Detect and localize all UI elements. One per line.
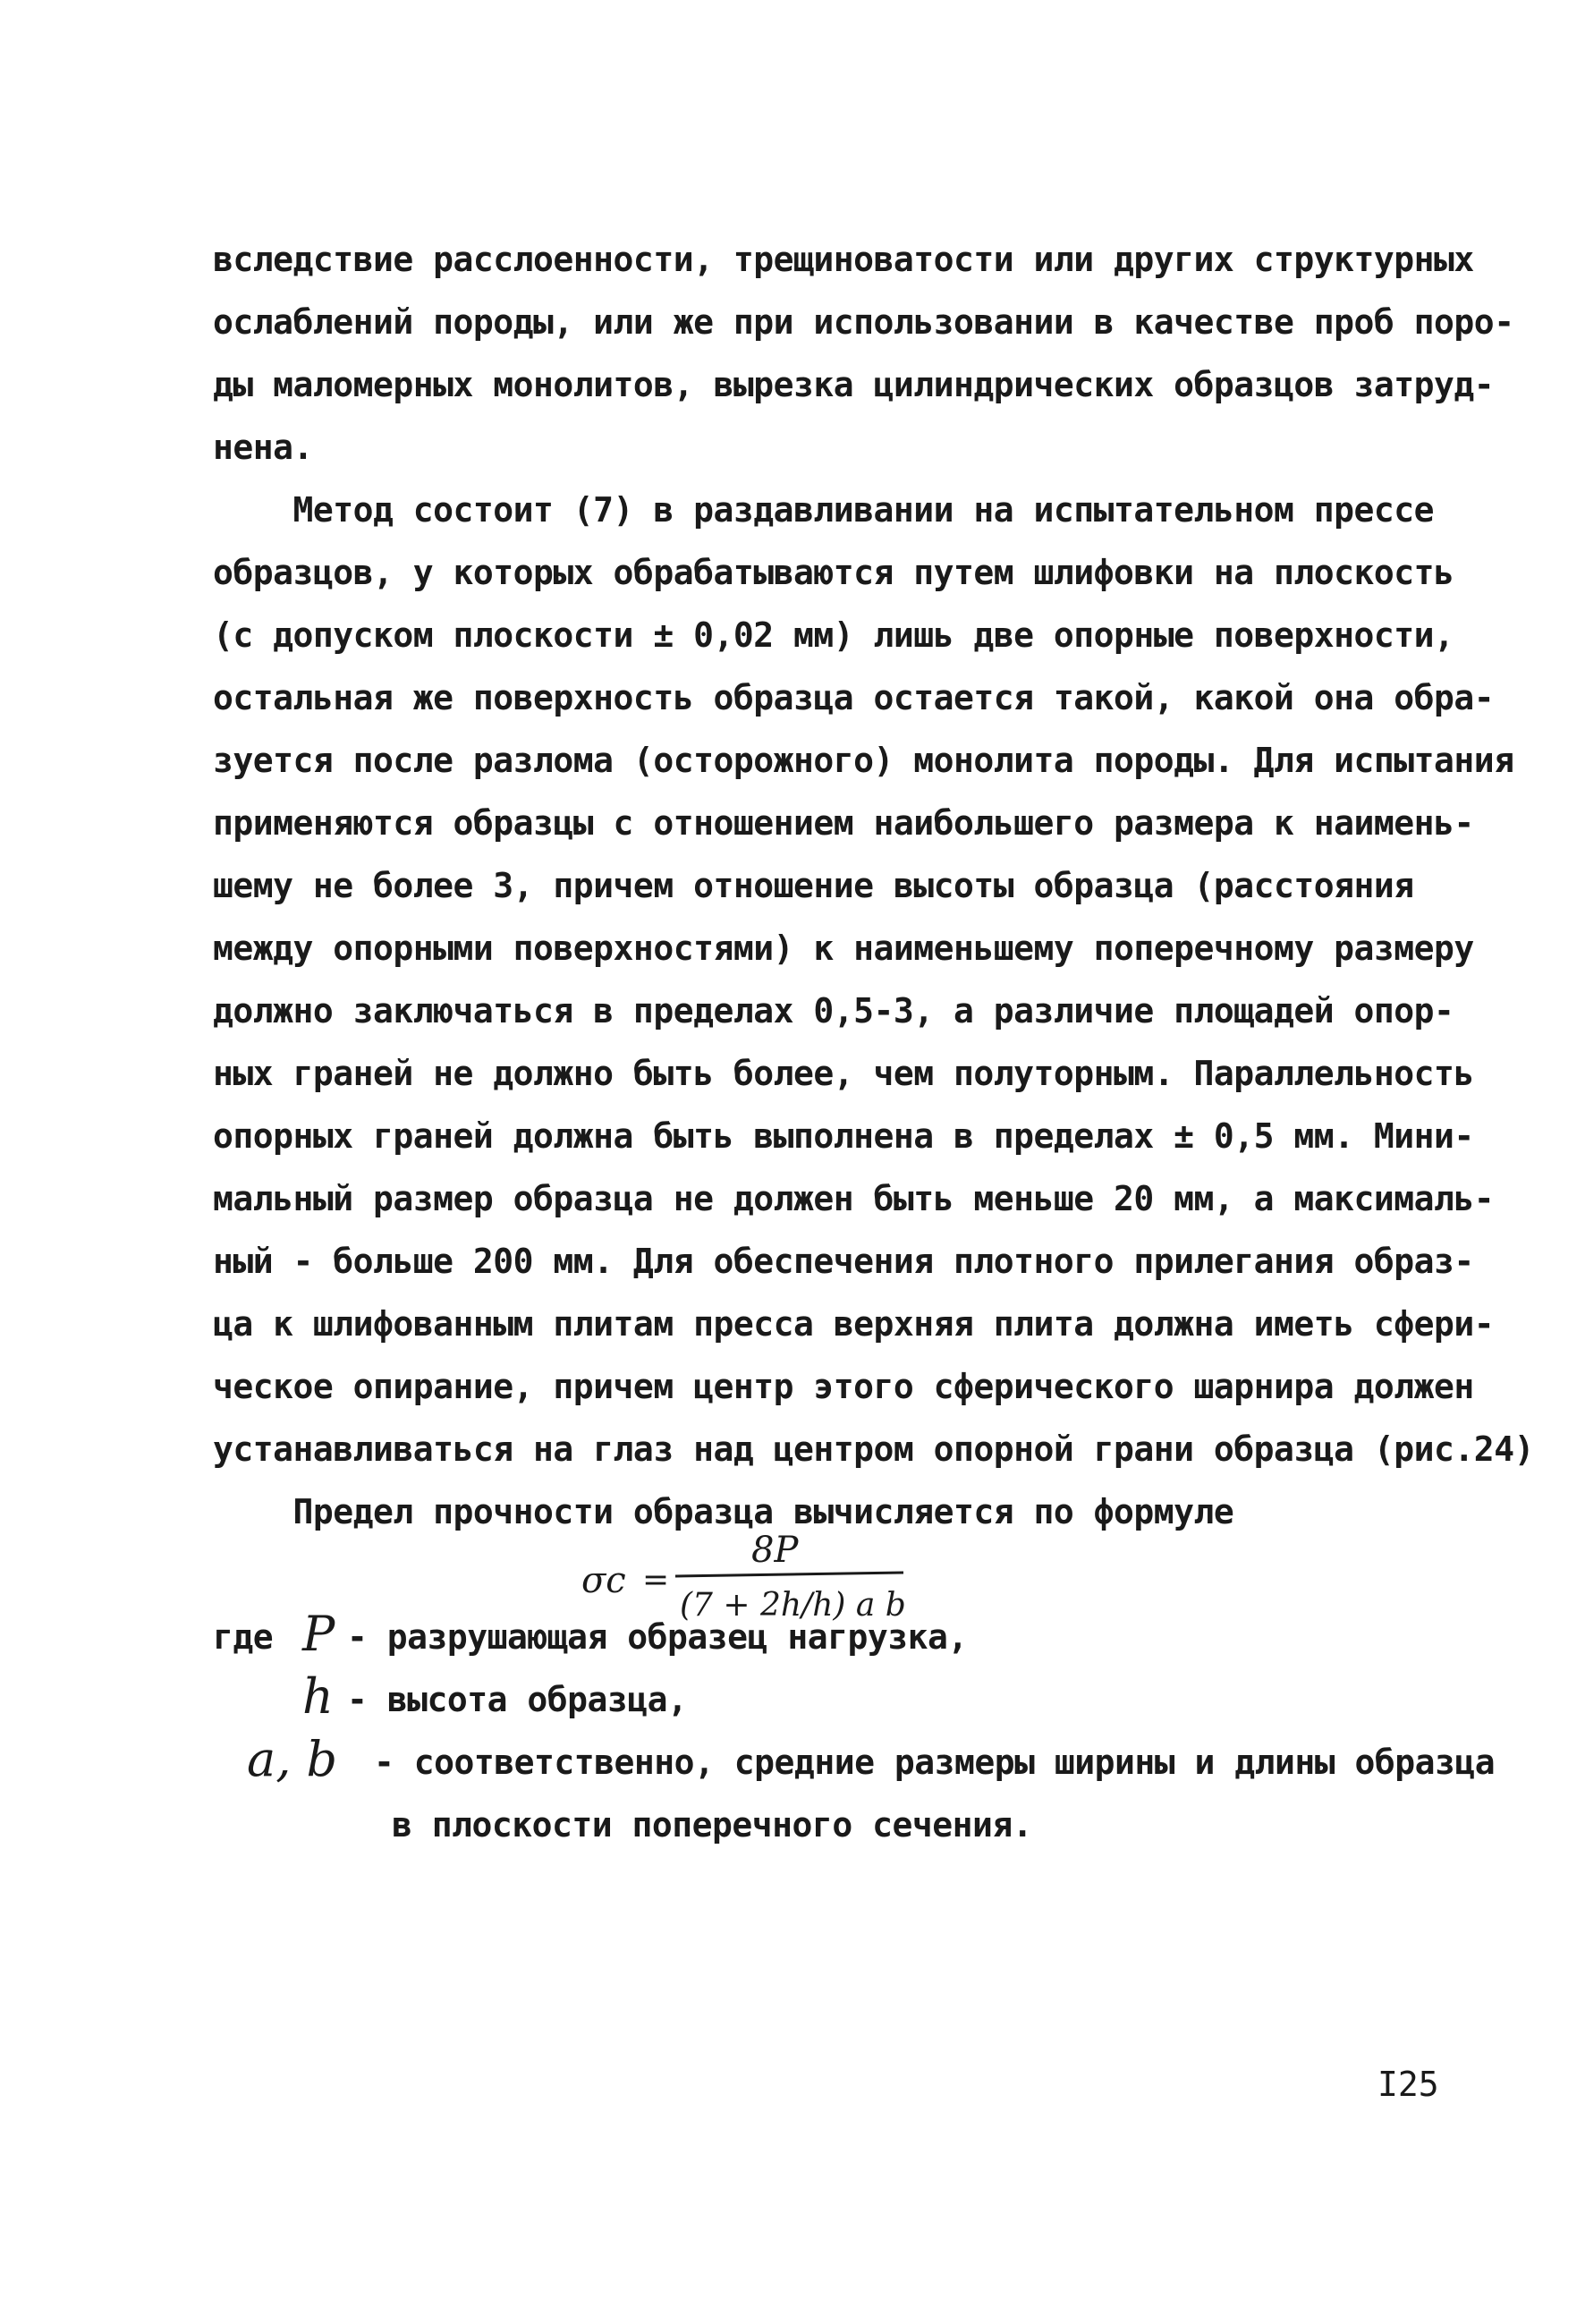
definition-text: - разрушающая образец нагрузка, [347,1617,968,1657]
text-line: ческое опирание, причем центр этого сферического шарнира должен [213,1367,1474,1406]
text-line: устанавливаться на глаз над центром опорной грани образца (рис.24) [213,1429,1534,1469]
text-line: мальный размер образца не должен быть меньше 20 мм, а максималь- [213,1179,1495,1218]
text-line: вследствие расслоенности, трещиноватости или других структурных [213,240,1474,279]
text-line: шему не более 3, причем отношение высоты образца (расстояния [213,866,1414,905]
text-line: между опорными поверхностями) к наименьшему поперечному размеру [213,929,1474,968]
text-line: применяются образцы с отношением наибольшего размера к наимень- [213,803,1474,843]
text-line: остальная же поверхность образца остается такой, какой она обра- [213,678,1495,717]
strength-formula [572,1521,912,1628]
text-line: ослаблений породы, или же при использовании в качестве проб поро- [213,302,1514,342]
page-number: I25 [1377,2065,1439,2104]
formula-graphic [572,1521,912,1628]
text-line: зуется после разлома (осторожного) монолита породы. Для испытания [213,741,1514,780]
formula-denominator: (7 + 2h/h) a b [680,1587,906,1624]
text-line: нена. [213,428,313,467]
definition-prefix: где [213,1617,274,1657]
text-line: (с допуском плоскости ± 0,02 мм) лишь две опорные поверхности, [213,615,1454,655]
text-line: опорных граней должна быть выполнена в пределах ± 0,5 мм. Мини- [213,1116,1474,1156]
definition-text: - высота образца, [347,1680,688,1719]
definition-symbol: P [302,1606,335,1662]
text-line: ца к шлифованным плитам пресса верхняя плита должна иметь сфери- [213,1304,1495,1344]
formula-intro: Предел прочности образца вычисляется по формуле [213,1492,1234,1531]
definition-symbol: h [302,1668,334,1725]
text-line: ных граней не должно быть более, чем полуторным. Параллельность [213,1054,1474,1093]
formula-equals: = [642,1562,670,1599]
text-line: Метод состоит (7) в раздавливании на испытательном прессе [213,490,1435,530]
definition-text: - соответственно, средние размеры ширины и длины образца [374,1743,1496,1782]
text-line: образцов, у которых обрабатываются путем шлифовки на плоскость [213,553,1454,592]
formula-fraction-bar [675,1573,903,1576]
text-line: ды маломерных монолитов, вырезка цилиндрических образцов затруд- [213,365,1495,404]
formula-lhs: σc [581,1560,626,1601]
definition-symbol: a, b [247,1731,338,1787]
formula-numerator: 8P [751,1530,799,1571]
text-line: ный - больше 200 мм. Для обеспечения плотного прилегания образ- [213,1242,1474,1281]
definition-text: в плоскости поперечного сечения. [392,1805,1033,1845]
text-line: должно заключаться в пределах 0,5-3, а различие площадей опор- [213,991,1454,1031]
